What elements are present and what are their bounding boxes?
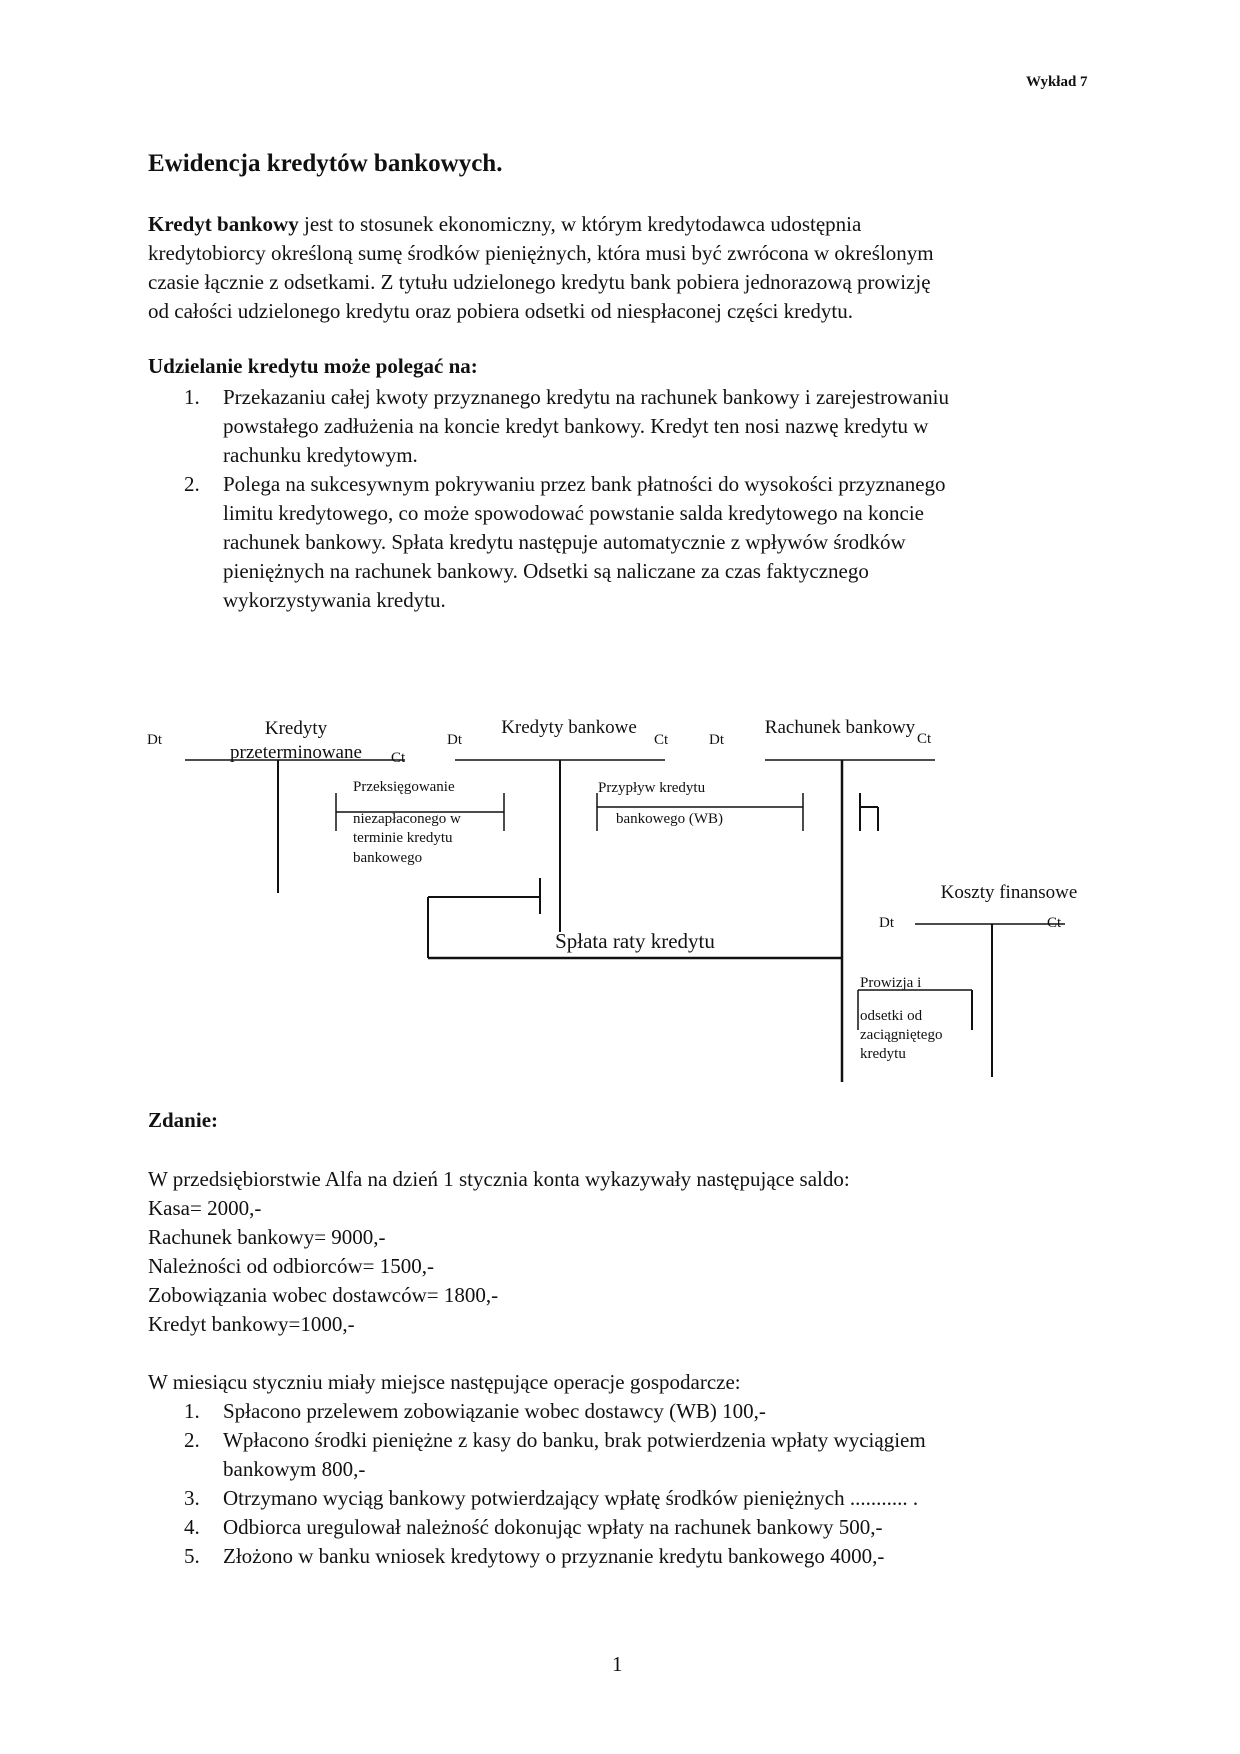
account-name: Kredyty bankowe [501,717,637,738]
list-item-number: 4. [184,1515,200,1539]
task-heading: Zdanie: [148,1108,219,1132]
task-balances [148,1165,850,1339]
list-item-line: pieniężnych na rachunek bankowy. Odsetki są naliczane za czas faktycznego [223,559,869,583]
account-name: Kredyty [264,718,328,739]
list-item [148,1426,1093,1484]
list-item-line: limitu kredytowego, co może spowodować powstanie salda kredytowego na koncie [223,501,924,525]
list-item-number: 2. [184,472,200,496]
intro-line: czasie łącznie z odsetkami. Z tytułu udzielonego kredytu bank pobiera jednorazową prowizję [148,270,931,294]
list-item [148,1513,1093,1542]
list-item-line: Spłacono przelewem zobowiązanie wobec dostawcy (WB) 100,- [223,1399,766,1423]
operation-label: Spłata raty kredytu [555,929,715,953]
list-item-line: Przekazaniu całej kwoty przyznanego kredytu na rachunek bankowy i zarejestrowaniu [223,385,949,409]
list-item-line: rachunku kredytowym. [223,443,418,467]
credit-label: Ct [391,750,406,766]
intro-term: Kredyt bankowy [148,212,299,236]
list-item-line: rachunek bankowy. Spłata kredytu następuje automatycznie z wpływów środków [223,530,906,554]
operations-list [148,1397,1093,1571]
credit-label: Ct [654,732,669,748]
operation-label: terminie kredytu [353,830,453,846]
list-item-number: 3. [184,1486,200,1510]
balance-line: Kredyt bankowy=1000,- [148,1312,355,1336]
intro-line: od całości udzielonego kredytu oraz pobiera odsetki od niespłaconej części kredytu. [148,299,853,323]
list-item [148,1542,1093,1571]
debit-label: Dt [447,732,462,748]
list-item-line: Złożono w banku wniosek kredytowy o przyznanie kredytu bankowego 4000,- [223,1544,885,1568]
list-item-line: wykorzystywania kredytu. [223,588,446,612]
list-item-line: Otrzymano wyciąg bankowy potwierdzający wpłatę środków pieniężnych ........... . [223,1486,919,1510]
list-item-line: Odbiorca uregulował należność dokonując wpłaty na rachunek bankowy 500,- [223,1515,883,1539]
operation-label: Prowizja i [860,975,922,991]
account-name: Koszty finansowe [940,882,1078,903]
operation-label: Przypływ kredytu [598,780,706,796]
account-name: przeterminowane [230,742,362,763]
list-item-number: 1. [184,1399,200,1423]
operation-label: zaciągniętego [860,1027,943,1043]
balance-line: Rachunek bankowy= 9000,- [148,1225,386,1249]
list-item-line: Wpłacono środki pieniężne z kasy do banku, brak potwierdzenia wpłaty wyciągiem [223,1428,926,1452]
account-name: Rachunek bankowy [764,717,916,738]
list-item-number: 1. [184,385,200,409]
credit-label: Ct [917,731,932,747]
granting-heading: Udzielanie kredytu może polegać na: [148,354,478,378]
debit-label: Dt [147,732,162,748]
operation-label: Przeksięgowanie [353,779,455,795]
task-opening: W przedsiębiorstwie Alfa na dzień 1 stycznia konta wykazywały następujące saldo: [148,1167,850,1191]
operation-label: kredytu [860,1046,906,1062]
balance-line: Zobowiązania wobec dostawców= 1800,- [148,1283,499,1307]
intro-line: kredytobiorcy określoną sumę środków pieniężnych, która musi być zwrócona w określonym [148,241,934,265]
operation-label: odsetki od [860,1008,923,1024]
list-item [148,1397,1093,1426]
operations-intro: W miesiącu styczniu miały miejsce następujące operacje gospodarcze: [148,1370,741,1394]
debit-label: Dt [879,915,894,931]
list-item-line: Polega na sukcesywnym pokrywaniu przez bank płatności do wysokości przyznanego [223,472,946,496]
list-item-line: bankowym 800,- [223,1457,366,1481]
balance-line: Należności od odbiorców= 1500,- [148,1254,434,1278]
list-item-number: 2. [184,1428,200,1452]
list-item-line: powstałego zadłużenia na koncie kredyt bankowy. Kredyt ten nosi nazwę kredytu w [223,414,929,438]
debit-label: Dt [709,732,724,748]
balance-line: Kasa= 2000,- [148,1196,262,1220]
page-title: Ewidencja kredytów bankowych. [148,150,503,177]
page-number: 1 [612,1652,623,1676]
lecture-label: Wykład 7 [1026,74,1088,90]
operation-label: niezapłaconego w [353,811,461,827]
list-item-number: 5. [184,1544,200,1568]
operation-label: bankowego [353,850,423,866]
operation-label: bankowego (WB) [616,811,724,827]
list-item [148,1484,1093,1513]
intro-line: jest to stosunek ekonomiczny, w którym kredytodawca udostępnia [298,212,862,236]
credit-label: Ct [1047,915,1062,931]
